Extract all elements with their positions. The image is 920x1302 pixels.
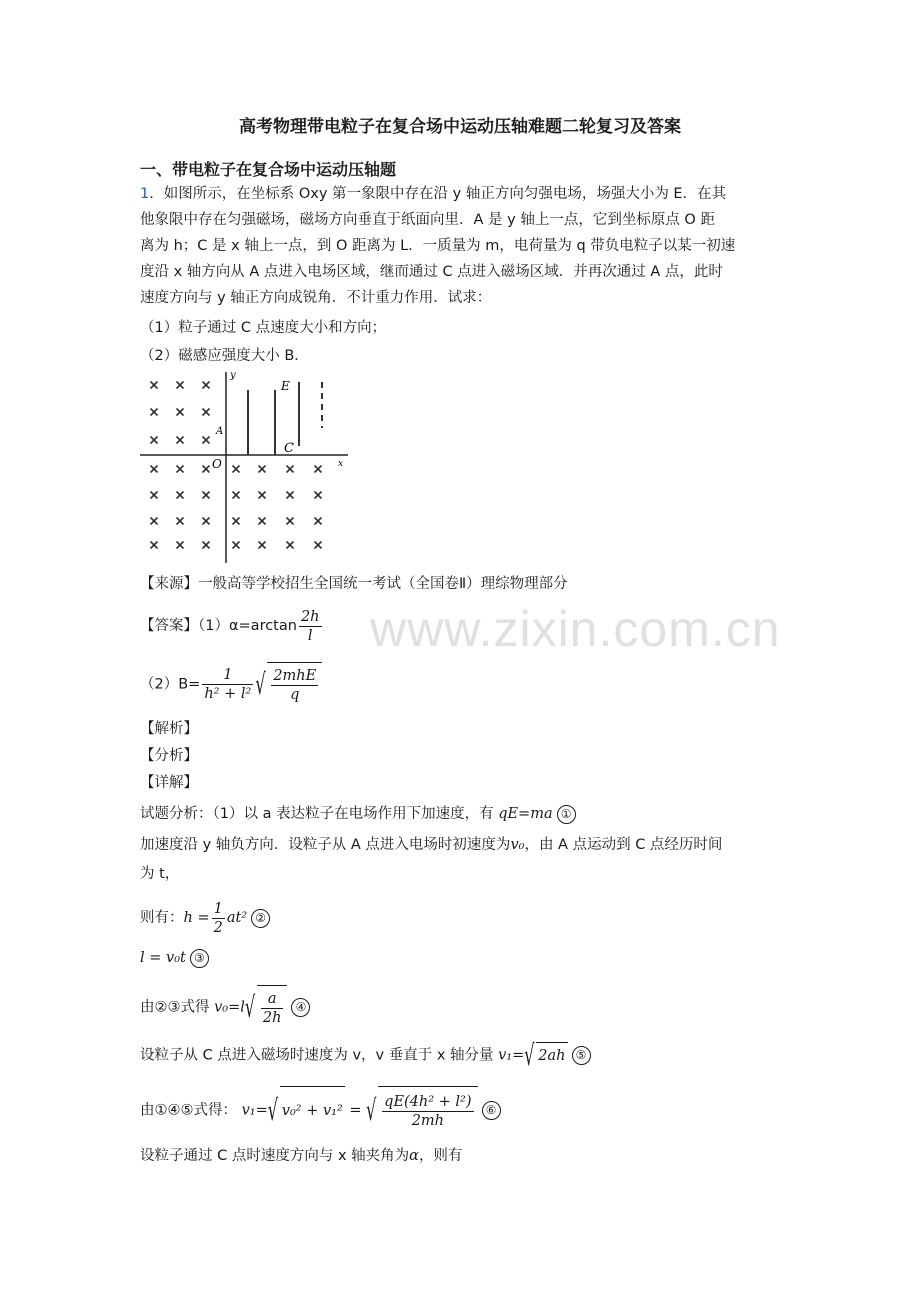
subquestion-1: （1）粒子通过 C 点速度大小和方向；: [140, 320, 387, 336]
question-number: 1: [140, 186, 150, 202]
solution-step-5: l = v₀t ③: [140, 945, 209, 971]
x-label: x: [338, 459, 344, 469]
question-line: 离为 h；C 是 x 轴上一点，到 O 距离为 L．一质量为 m，电荷量为 q 带负电粒子以某一初速: [140, 238, 736, 254]
c-label: C: [284, 441, 294, 456]
subquestion-2: （2）磁感应强度大小 B．: [140, 348, 309, 364]
question-line: 1．如图所示，在坐标系 Oxy 第一象限中存在沿 y 轴正方向匀强电场，场强大小为 E．在其: [140, 186, 727, 202]
field-diagram: [140, 368, 350, 568]
question-line: 度沿 x 轴方向从 A 点进入电场区域，继而通过 C 点进入磁场区域．并再次通过 A 点，此时: [140, 264, 723, 280]
tag-detail: 【详解】: [140, 775, 198, 791]
page-title: 高考物理带电粒子在复合场中运动压轴难题二轮复习及答案: [239, 117, 681, 137]
tag-analysis: 【解析】: [140, 721, 198, 737]
solution-step-8: 由①④⑤式得： v₁=√ v₀² + v₁² = √ $\frac{\text{qE(4h² + l²)}}{2mh}$ ⑥: [140, 1086, 501, 1135]
source-line: 【来源】一般高等学校招生全国统一考试（全国卷Ⅱ）理综物理部分: [140, 576, 568, 592]
e-label: E: [281, 379, 290, 393]
a-label: A: [216, 426, 224, 437]
tag-fenxi: 【分析】: [140, 748, 198, 764]
solution-step-7: 设粒子从 C 点进入磁场时速度为 v，v 垂直于 x 轴分量 v₁=√ 2ah ⑤: [140, 1042, 591, 1069]
solution-step-1: 试题分析：（1）以 a 表达粒子在电场作用下加速度，有 qE=ma ①: [140, 801, 576, 827]
section-heading: 一、带电粒子在复合场中运动压轴题: [140, 160, 397, 179]
answer-1: 【答案】（1）α=arctan $\frac{2h}{l}$: [140, 608, 320, 644]
y-label: y: [230, 370, 236, 381]
solution-step-9: 设粒子通过 C 点时速度方向与 x 轴夹角为α，则有: [140, 1148, 463, 1164]
watermark: www.zixin.com.cn: [370, 601, 781, 657]
solution-step-2: 加速度沿 y 轴负方向．设粒子从 A 点进入电场时初速度为v₀，由 A 点运动到 C 点经历时间: [140, 837, 723, 853]
solution-step-4: 则有：h = $\frac{1}{2}$ at² ②: [140, 898, 270, 938]
solution-step-3: 为 t，: [140, 866, 180, 882]
solution-step-6: 由②③式得 v₀=l √ $\frac{a}{2h}$ ④: [140, 985, 310, 1030]
o-label: O: [212, 457, 222, 471]
answer-2: （2）B= $\frac{1}{\text{h² + l²}}$ √ $\frac{\text{2mhE}}{q}$: [140, 662, 322, 707]
question-line: 速度方向与 y 轴正方向成锐角．不计重力作用．试求：: [140, 290, 492, 306]
question-line: 他象限中存在匀强磁场，磁场方向垂直于纸面向里．A 是 y 轴上一点，它到坐标原点 O 距: [140, 212, 715, 228]
